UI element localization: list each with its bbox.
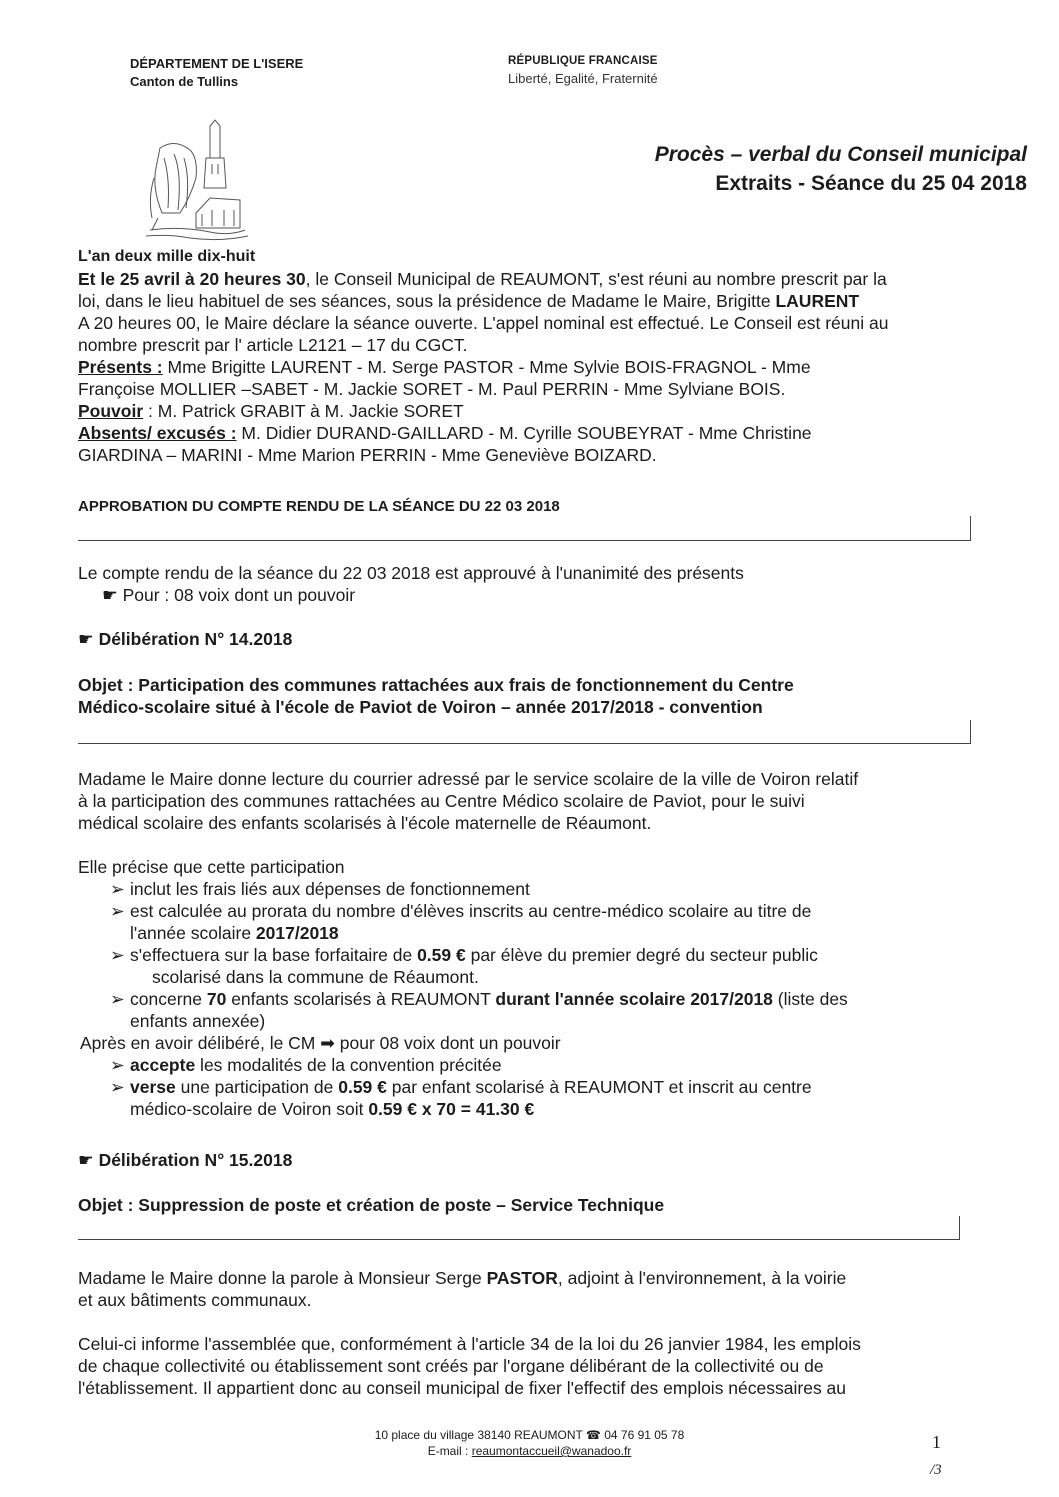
session-date: Et le 25 avril à 20 heures 30 [78,269,306,289]
page-number: 1 [932,1432,941,1452]
participation-list [78,878,978,1032]
intro-line-2: loi, dans le lieu habituel de ses séances, sous la présidence de Madame le Maire, Brigitte LAURENT [78,291,860,311]
footer-address: 10 place du village 38140 REAUMONT ☎ 04 76 91 05 78 [374,1428,685,1442]
list-item: ➢ s'effectuera sur la base forfaitaire de 0.59 € par élève du premier degré du secteur public scolarisé dans la commune de Réaumont. [110,945,818,987]
decision-list [78,1054,978,1120]
presents-line-1: Présents : Mme Brigitte LAURENT - M. Serge PASTOR - Mme Sylvie BOIS-FRAGNOL - Mme [78,357,811,377]
absents-line-1: Absents/ excusés : M. Didier DURAND-GAILLARD - M. Cyrille SOUBEYRAT - Mme Christine [78,423,812,443]
approval-heading: APPROBATION DU COMPTE RENDU DE LA SÉANCE DU 22 03 2018 [78,498,560,515]
arrow-bullet-icon: ➢ [110,989,125,1009]
delib14-rule-tick [970,720,971,744]
approval-text: Le compte rendu de la séance du 22 03 2018 est approuvé à l'unanimité des présents [78,563,744,583]
list-item: ➢ inclut les frais liés aux dépenses de fonctionnement [110,879,530,899]
list-item: ➢ verse une participation de 0.59 € par enfant scolarisé à REAUMONT et inscrit au centre médico-scolaire de Voiron soit 0.59 € x 70 = 41.30 € [110,1077,812,1119]
intro-line-3: A 20 heures 00, le Maire déclare la séance ouverte. L'appel nominal est effectué. Le Conseil est réuni au [78,313,889,333]
pouvoir-label: Pouvoir [78,401,144,421]
page-footer [0,1427,1059,1459]
absents-line-2: GIARDINA – MARINI - Mme Marion PERRIN - Mme Geneviève BOIZARD. [78,445,657,465]
pouvoir-line: Pouvoir : M. Patrick GRABIT à M. Jackie SORET [78,401,464,421]
republic-header [508,52,658,88]
delib15-heading: ☛ Délibération N° 15.2018 [78,1150,293,1170]
page-total: /3 [930,1462,942,1478]
department-header [130,55,303,91]
list-item: ➢ concerne 70 enfants scolarisés à REAUMONT durant l'année scolaire 2017/2018 (liste des enfants annexée) [110,989,848,1031]
hand-pointer-icon: ☛ [78,1150,99,1170]
presents-label: Présents : [78,357,163,377]
delib14-heading: ☛ Délibération N° 14.2018 [78,629,293,649]
list-item: ➢ accepte les modalités de la convention précitée [110,1055,502,1075]
footer-email: reaumontaccueil@wanadoo.fr [471,1444,632,1458]
delib14-rule [78,743,971,744]
approval-rule [78,540,971,541]
intro-line-1: Et le 25 avril à 20 heures 30, le Conseil Municipal de REAUMONT, s'est réuni au nombre prescrit par la [78,269,887,289]
arrow-bullet-icon: ➢ [110,901,125,921]
delib15-rule-tick [959,1216,960,1240]
approval-section [78,562,978,606]
absents-label: Absents/ excusés : [78,423,237,443]
delib15-objet: Objet : Suppression de poste et création de poste – Service Technique [78,1195,665,1215]
intro-section [78,246,978,466]
intro-line-4: nombre prescrit par l' article L2121 – 17 du CGCT. [78,335,468,355]
presents-line-2: Françoise MOLLIER –SABET - M. Jackie SORET - M. Paul PERRIN - Mme Sylviane BOIS. [78,379,786,399]
title-line-2: Extraits - Séance du 25 04 2018 [715,172,1027,195]
footer-email-line: E-mail : reaumontaccueil@wanadoo.fr [427,1444,632,1458]
decision-line: Après en avoir délibéré, le CM ➡ pour 08 voix dont un pouvoir [80,1033,561,1053]
arrow-bullet-icon: ➢ [110,1055,125,1075]
department-name: DÉPARTEMENT DE L'ISERE [130,56,304,71]
republic-motto: Liberté, Egalité, Fraternité [508,71,658,86]
approval-vote: ☛ Pour : 08 voix dont un pouvoir [102,585,356,605]
arrow-bullet-icon: ➢ [110,1077,125,1097]
delib14-objet: Objet : Participation des communes rattachées aux frais de fonctionnement du Centre Médico-scolaire situé à l'école de Paviot de Voiron – année 2017/2018 - convention [78,675,794,717]
hand-pointer-icon: ☛ [102,585,123,605]
republic-name: RÉPUBLIQUE FRANCAISE [508,55,658,67]
list-item: ➢ est calculée au prorata du nombre d'élèves inscrits au centre-médico scolaire au titre de l'année scolaire 2017/2018 [110,901,812,943]
village-church-logo [140,118,250,244]
arrow-bullet-icon: ➢ [110,879,125,899]
delib14-body: Madame le Maire donne lecture du courrier adressé par le service scolaire de la ville de Voiron relatif à la participation des communes rattachées au Centre Médico scolaire de Paviot, pour le suivi médical scolaire des enfants scolarisés à l'école maternelle de Réaumont. Elle précise que cette participation ➢ inclut les frais liés aux dépenses de fonctionnement ➢ est calculée au prorata du nombre d'élèves inscrits au centre-médico scolaire au titre de l'année scolaire 2017/2018 ➢ s'effectuera sur la base forfaitaire de 0.59 € par élève du premier degré du secteur public scolarisé dans la commune de Réaumont. ➢ concerne 70 enfants scolarisés à REAUMONT durant l'année scolaire 2017/2018 (liste des enfants annexée) Après en avoir délibéré, le CM ➡ pour 08 voix dont un pouvoir ➢ accepte les modalités de la convention précitée ➢ verse une participation de 0.59 € par enfant scolarisé à REAUMONT et inscrit au centre médico-scolaire de Voiron soit 0.59 € x 70 = 41.30 € [78,768,978,1120]
delib15-rule [78,1239,960,1240]
canton-name: Canton de Tullins [130,74,239,89]
approval-rule-tick [970,516,971,541]
title-line-1: Procès – verbal du Conseil municipal [654,143,1027,166]
document-title [655,140,1027,198]
delib15-body: Madame le Maire donne la parole à Monsieur Serge PASTOR, adjoint à l'environnement, à la voirie et aux bâtiments communaux. Celui-ci informe l'assemblée que, conformément à l'article 34 de la loi du 26 janvier 1984, les emplois de chaque collectivité ou établissement sont créés par l'organe délibérant de la collectivité ou de l'établissement. Il appartient donc au conseil municipal de fixer l'effectif des emplois nécessaires au [78,1268,861,1398]
year-line: L'an deux mille dix-huit [78,248,256,265]
hand-pointer-icon: ☛ [78,629,99,649]
arrow-bullet-icon: ➢ [110,945,125,965]
